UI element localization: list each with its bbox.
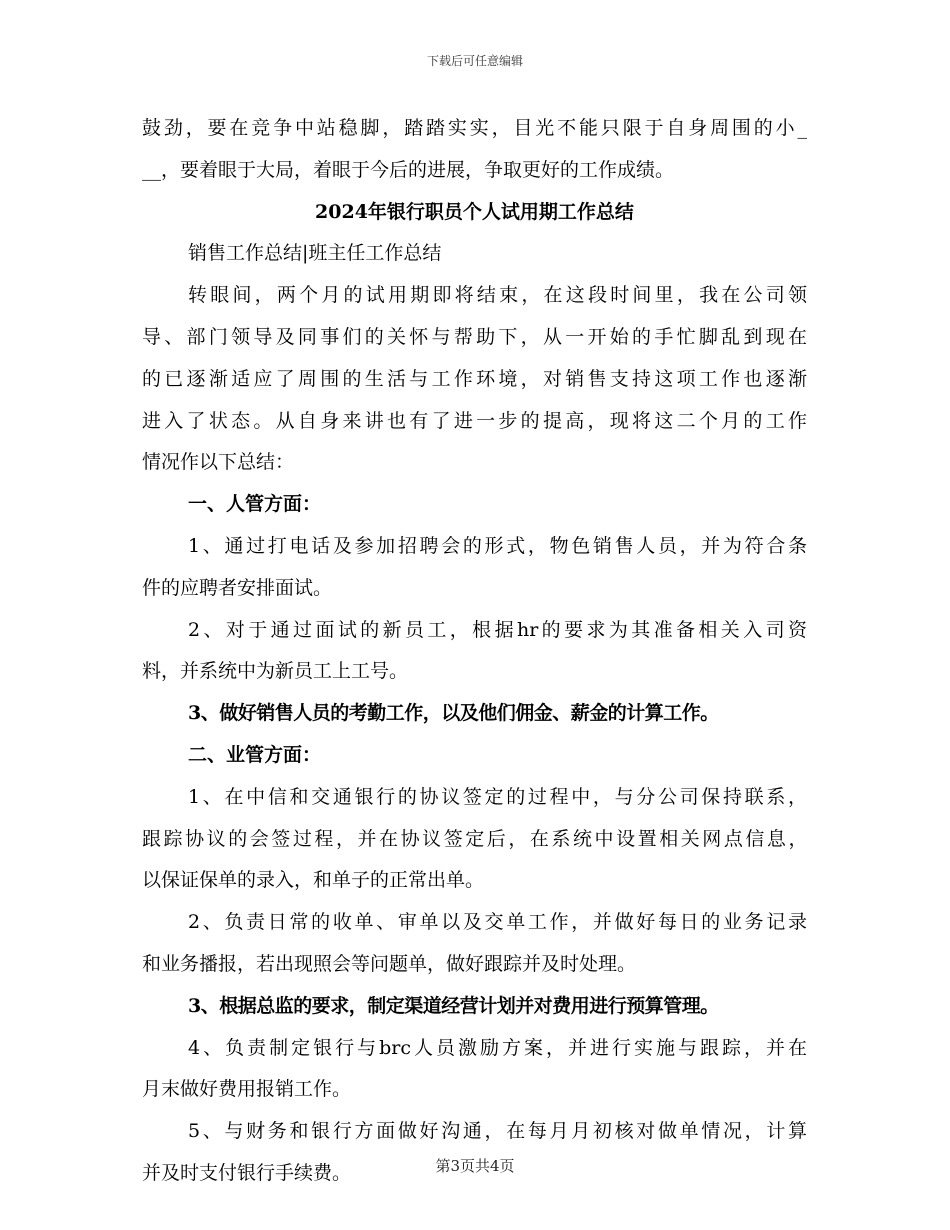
document-body: [142, 108, 807, 1195]
text-line: 并及时支付银行手续费。: [142, 1161, 352, 1184]
text-line: 月末做好费用报销工作。: [142, 1078, 352, 1101]
text-line: 2、负责日常的收单、审单以及交单工作，并做好每日的业务记录: [188, 911, 807, 934]
text-line: 1、在中信和交通银行的协议签定的过程中，与分公司保持联系，: [188, 785, 807, 808]
text-line: 导、部门领导及同事们的关怀与帮助下，从一开始的手忙脚乱到现在: [142, 325, 807, 348]
text-line: 4、负责制定银行与brc人员激励方案，并进行实施与跟踪，并在: [188, 1036, 807, 1059]
text-line: 件的应聘者安排面试。: [142, 576, 333, 599]
text-line: 进入了状态。从自身来讲也有了进一步的提高，现将这二个月的工作: [142, 409, 807, 432]
page-number: 第3页共4页: [435, 1157, 515, 1175]
bold-line: 3、根据总监的要求，制定渠道经营计划并对费用进行预算管理。: [188, 994, 719, 1017]
text-line: 鼓劲，要在竞争中站稳脚，踏踏实实，目光不能只限于自身周围的小_: [142, 117, 807, 139]
text-line: 料，并系统中为新员工上工号。: [142, 660, 409, 683]
text-line: 5、与财务和银行方面做好沟通，在每月月初核对做单情况，计算: [188, 1120, 807, 1143]
text-line: 跟踪协议的会签过程，并在协议签定后，在系统中设置相关网点信息，: [142, 827, 807, 850]
section-heading: 一、人管方面：: [188, 493, 322, 516]
text-line: 情况作以下总结：: [142, 451, 295, 474]
section-heading: 二、业管方面：: [188, 743, 322, 766]
text-line: 1、通过打电话及参加招聘会的形式，物色销售人员，并为符合条: [188, 534, 807, 557]
text-line: 销售工作总结|班主任工作总结: [188, 242, 442, 265]
text-line: 转眼间，两个月的试用期即将结束，在这段时间里，我在公司领: [188, 284, 807, 307]
text-line: 的已逐渐适应了周围的生活与工作环境，对销售支持这项工作也逐渐: [142, 367, 807, 390]
page-header: 下载后可任意编辑: [426, 54, 523, 68]
text-line: __，要着眼于大局，着眼于今后的进展，争取更好的工作成绩。: [142, 158, 675, 181]
text-line: 2、对于通过面试的新员工，根据hr的要求为其准备相关入司资: [188, 618, 807, 641]
bold-line: 3、做好销售人员的考勤工作，以及他们佣金、薪金的计算工作。: [188, 702, 719, 725]
document-title: 2024年银行职员个人试用期工作总结: [315, 200, 634, 223]
text-line: 和业务播报，若出现照会等问题单，做好跟踪并及时处理。: [142, 952, 637, 975]
text-line: 以保证保单的录入，和单子的正常出单。: [142, 869, 485, 892]
